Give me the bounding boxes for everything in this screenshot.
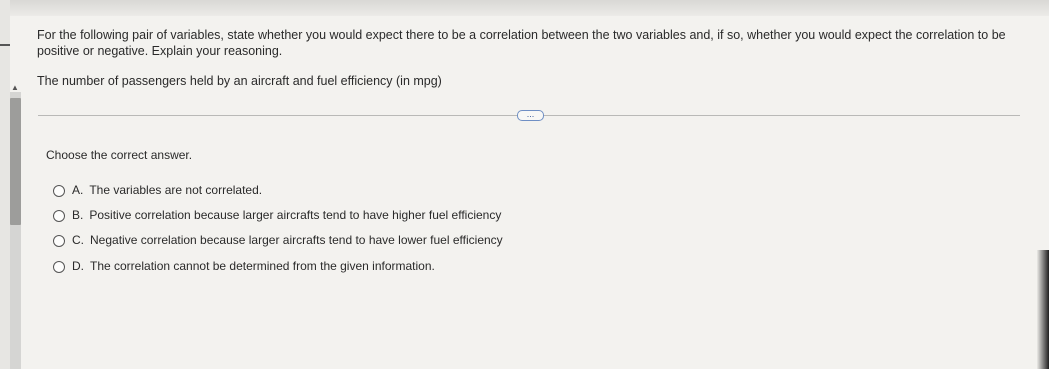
option-text: Negative correlation because larger aircrafts tend to have lower fuel efficiency: [90, 233, 503, 247]
option-text: The variables are not correlated.: [89, 183, 263, 197]
top-header-strip: [0, 0, 1049, 16]
radio-button-icon[interactable]: [53, 235, 65, 247]
scrollbar-thumb[interactable]: [10, 98, 21, 225]
radio-button-icon[interactable]: [53, 261, 65, 273]
answer-option-d[interactable]: [53, 259, 435, 274]
answer-option-c[interactable]: [53, 233, 503, 248]
answer-instruction: Choose the correct answer.: [46, 148, 193, 162]
left-margin: [0, 0, 10, 369]
option-letter: C.: [72, 233, 84, 247]
question-variables: The number of passengers held by an aircraft and fuel efficiency (in mpg): [37, 74, 442, 88]
right-edge-shadow: [1037, 250, 1049, 369]
answer-option-a[interactable]: [53, 183, 262, 198]
expand-more-button[interactable]: ...: [517, 110, 544, 121]
option-text: The correlation cannot be determined from the given information.: [90, 259, 435, 273]
option-letter: D.: [72, 259, 84, 273]
option-text: Positive correlation because larger aircrafts tend to have higher fuel efficiency: [89, 208, 502, 222]
option-letter: B.: [72, 208, 84, 222]
question-prompt: For the following pair of variables, state whether you would expect there to be a correlation between the two variables and, if so, whether you would expect the correlation to be positive or negative. Explain your reasoning.: [37, 28, 1006, 58]
left-margin-marker: [0, 44, 10, 46]
radio-button-icon[interactable]: [53, 210, 65, 222]
answer-option-b[interactable]: [53, 208, 501, 223]
option-letter: A.: [72, 183, 84, 197]
radio-button-icon[interactable]: [53, 185, 65, 197]
caret-up-icon[interactable]: ▲: [11, 83, 19, 92]
